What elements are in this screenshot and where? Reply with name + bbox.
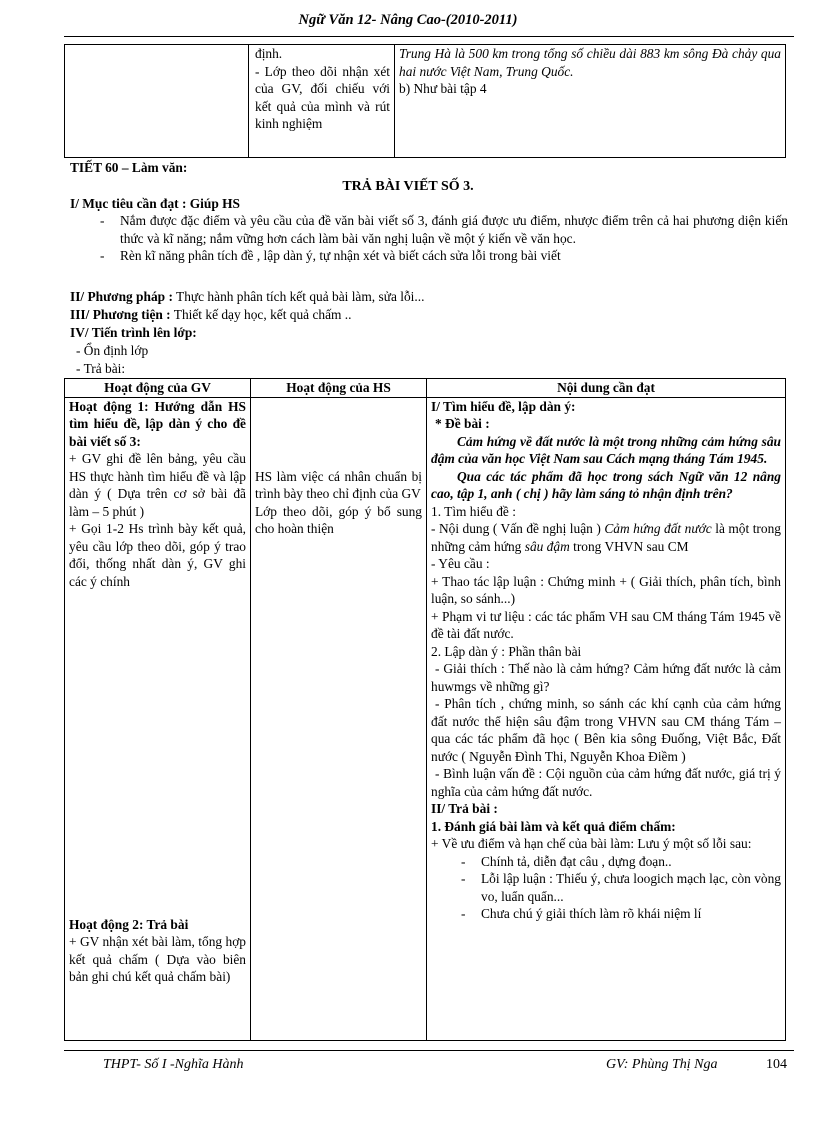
pham-vi: + Phạm vi tư liệu : các tác phẩm VH sau CM tháng Tám 1945 về đề tài đất nước. bbox=[431, 608, 781, 641]
muc-tieu-heading: I/ Mục tiêu cần đạt : Giúp HS bbox=[70, 196, 241, 211]
nd-s2-title: II/ Trả bài : bbox=[431, 801, 498, 816]
header-rule bbox=[64, 36, 794, 37]
tien-trinh-item-2: - Trả bài: bbox=[76, 361, 126, 376]
header-gv: Hoạt động của GV bbox=[65, 379, 251, 398]
hd1-title: Hoạt động 1: Hướng dẫn HS tìm hiểu đề, lập dàn ý cho đề bài viết số 3: bbox=[69, 398, 246, 449]
hs-p2: Lớp theo dõi, góp ý bổ sung cho hoàn thiện bbox=[255, 503, 422, 536]
muc-tieu-item-1: - Nắm được đặc điểm và yêu cầu của đề văn bài viết số 3, đánh giá được ưu điểm, nhược điểm trên cả hai phương diện kiến thức và kĩ năng; nắm vững hơn cách làm bài văn nghị luận về một ý kiến về văn học. bbox=[70, 212, 788, 247]
muc-tieu-item-2: - Rèn kĩ năng phân tích đề , lập dàn ý, tự nhận xét và biết cách sửa lỗi trong bài viết bbox=[70, 247, 788, 265]
nd-column bbox=[427, 397, 786, 1040]
giai-thich: - Giải thích : Thế nào là cảm hứng? Cảm hứng đất nước là cảm huwmgs về những gì? bbox=[431, 661, 781, 694]
noi-dung-pre: - Nội dung ( Vấn đề nghị luận ) bbox=[431, 521, 605, 536]
hd1-p1: + GV ghi đề lên bảng, yêu cầu HS thực hành tìm hiểu đề và lập dàn ý ( Dựa trên cơ sở bài đã làm – 5 phút ) bbox=[69, 451, 246, 519]
lesson-tiet: TIẾT 60 – Làm văn: bbox=[70, 160, 188, 175]
page-number: 104 bbox=[766, 1057, 787, 1072]
noi-dung-italic-1: Cảm hứng đất nước bbox=[604, 521, 712, 536]
loi-item-3: - Chưa chú ý giải thích làm rõ khái niệm lí bbox=[431, 905, 781, 923]
top-col2-line1: định. bbox=[255, 46, 283, 61]
phuong-phap-text: Thực hành phân tích kết quả bài làm, sửa lỗi... bbox=[172, 289, 425, 304]
phuong-tien bbox=[70, 306, 352, 324]
top-col3-b: b) Như bài tập 4 bbox=[399, 81, 487, 96]
loi-item-2: - Lỗi lập luận : Thiếu ý, chưa loogich mạch lạc, còn vòng vo, luẩn quẩn... bbox=[431, 870, 781, 905]
phuong-phap bbox=[70, 288, 424, 306]
top-table-col2 bbox=[249, 45, 395, 158]
noi-dung bbox=[431, 520, 781, 555]
tim-hieu-de: 1. Tìm hiểu đề : bbox=[431, 503, 516, 519]
top-table-col3 bbox=[395, 45, 786, 158]
top-col3-text: Trung Hà là 500 km trong tổng số chiều dài 883 km sông Đà chảy qua hai nước Việt Nam, Trung Quốc. bbox=[399, 46, 781, 79]
tien-trinh-heading: IV/ Tiến trình lên lớp: bbox=[70, 325, 197, 340]
hd2-p1: + GV nhận xét bài làm, tổng hợp kết quả chấm ( Dựa vào biên bản ghi chú kết quả chấm bài) bbox=[69, 934, 246, 984]
tien-trinh-item-1: - Ổn định lớp bbox=[76, 343, 149, 358]
yeu-cau: - Yêu cầu : bbox=[431, 556, 490, 571]
thao-tac: + Thao tác lập luận : Chứng minh + ( Giải thích, phân tích, bình luận, so sánh...) bbox=[431, 573, 781, 606]
nd-s1-title: I/ Tìm hiểu đề, lập dàn ý: bbox=[431, 398, 576, 414]
loi-list bbox=[431, 853, 781, 923]
hd2-block bbox=[69, 916, 246, 986]
phan-tich: - Phân tích , chứng minh, so sánh các khí cạnh của cảm hứng đất nước thể hiện sâu đậm trong VHVN sau CM tháng Tám – qua các tác phẩm đã học ( Bên kia sông Đuống, Việt Bắc, Đất nước ( Nguyễn Đình Thi, Nguyễn Khoa Điềm ) bbox=[431, 696, 781, 764]
top-table-col1 bbox=[65, 45, 249, 158]
noi-dung-post: trong VHVN sau CM bbox=[569, 538, 689, 554]
footer-teacher: GV: Phùng Thị Nga bbox=[606, 1057, 718, 1072]
page-header-title: Ngữ Văn 12- Nâng Cao-(2010-2011) bbox=[298, 12, 518, 28]
lap-dan-y: 2. Lập dàn ý : Phần thân bài bbox=[431, 643, 582, 659]
header-nd: Nội dung cần đạt bbox=[427, 379, 786, 398]
binh-luan: - Bình luận vấn đề : Cội nguồn của cảm hứng đất nước, giá trị ý nghĩa của cảm hứng đất nước. bbox=[431, 766, 781, 799]
hd2-title: Hoạt động 2: Trả bài bbox=[69, 916, 189, 932]
gv-column bbox=[65, 397, 251, 1040]
top-table bbox=[64, 44, 786, 158]
de-bai-label: * Đề bài : bbox=[435, 416, 490, 431]
main-table bbox=[64, 378, 786, 1041]
de-bai-2: Qua các tác phẩm đã học trong sách Ngữ văn 12 nâng cao, tập 1, anh ( chị ) hãy làm sáng tỏ nhận định trên? bbox=[431, 468, 781, 501]
danh-gia: 1. Đánh giá bài làm và kết quả điểm chấm: bbox=[431, 818, 676, 834]
uu-diem: + Về ưu điểm và hạn chế của bài làm: Lưu ý một số lỗi sau: bbox=[431, 836, 752, 851]
loi-item-1: - Chính tả, diễn đạt câu , dựng đoạn.. bbox=[431, 853, 781, 871]
phuong-tien-label: III/ Phương tiện : bbox=[70, 307, 171, 322]
hs-p1: HS làm việc cá nhân chuẩn bị trình bày theo chỉ định của GV bbox=[255, 468, 422, 501]
hs-column bbox=[251, 397, 427, 1040]
footer-school: THPT- Số I -Nghĩa Hành bbox=[103, 1057, 244, 1072]
noi-dung-mid: là một trong những cảm hứng bbox=[431, 521, 781, 554]
hd1-p2: + Gọi 1-2 Hs trình bày kết quả, yêu cầu lớp theo dõi, góp ý trao đổi, thống nhất dàn ý, GV ghi các ý chính bbox=[69, 521, 246, 589]
de-bai-1: Cảm hứng về đất nước là một trong những cảm hứng sâu đậm của văn học Việt Nam sau Cách mạng tháng Tám 1945. bbox=[431, 433, 781, 466]
header-hs: Hoạt động của HS bbox=[251, 379, 427, 398]
noi-dung-italic-2: sâu đậm bbox=[524, 538, 570, 554]
lesson-title: TRẢ BÀI VIẾT SỐ 3. bbox=[342, 179, 474, 194]
muc-tieu-list bbox=[70, 212, 788, 265]
phuong-tien-text: Thiết kế dạy học, kết quả chấm .. bbox=[170, 307, 352, 322]
footer-rule bbox=[64, 1050, 794, 1051]
top-col2-line2: - Lớp theo dõi nhận xét của GV, đối chiếu với kết quả của mình và rút kinh nghiệm bbox=[255, 63, 390, 131]
phuong-phap-label: II/ Phương pháp : bbox=[70, 289, 173, 304]
